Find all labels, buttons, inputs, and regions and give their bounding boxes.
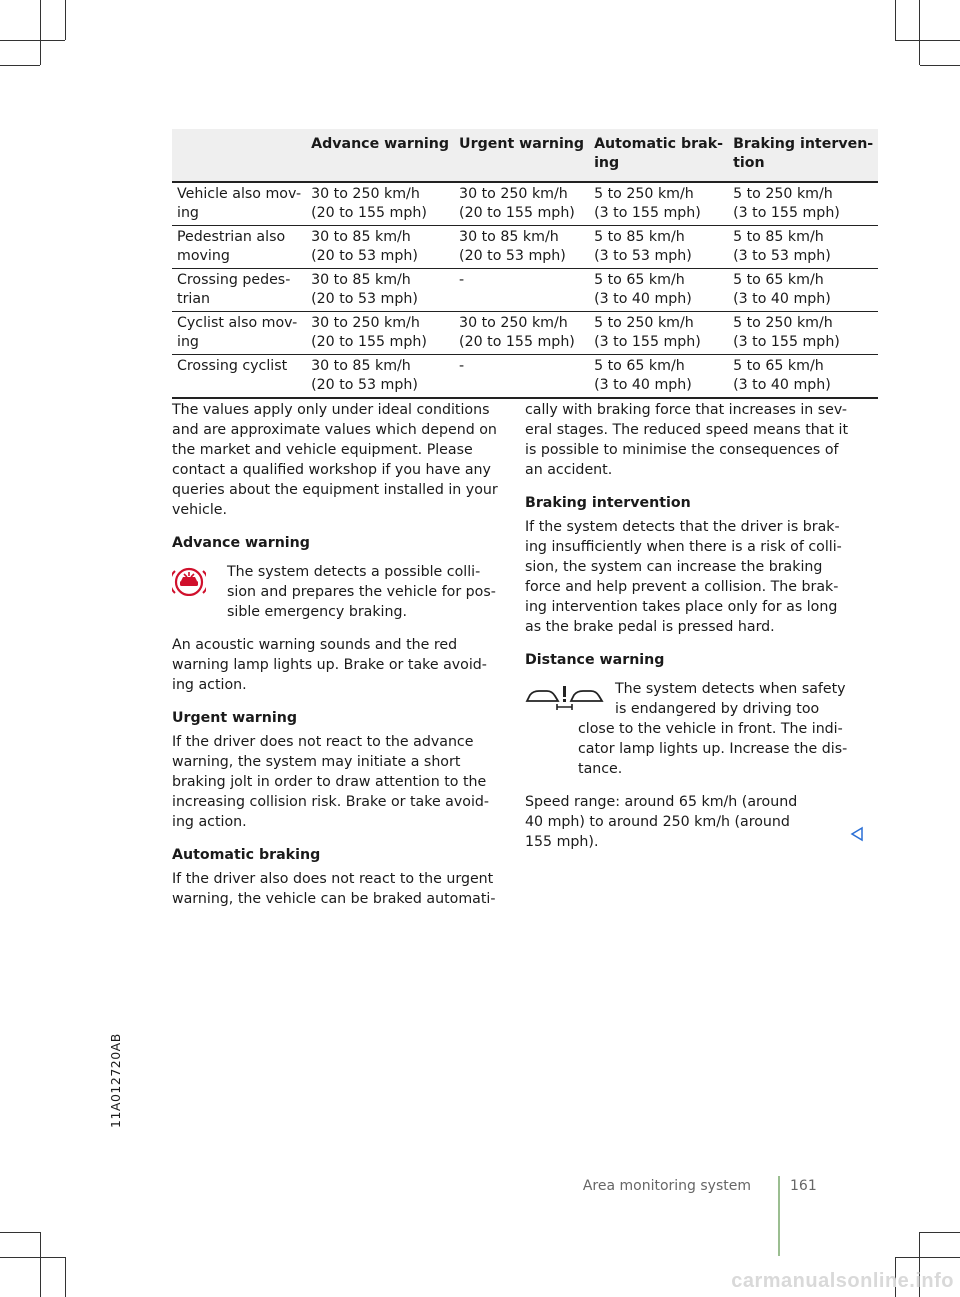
table-cell: 5 to 250 km/h (3 to 155 mph) (589, 312, 728, 355)
advance-warning-icon-text: The system detects a possible colli- sion and prepares the vehicle for pos- sible emergency braking. (227, 564, 496, 620)
crop-mark (40, 0, 41, 65)
table-header-advance: Advance warning (306, 129, 454, 182)
crop-mark (0, 40, 65, 41)
table-cell: 5 to 250 km/h (3 to 155 mph) (728, 312, 878, 355)
table-cell: 30 to 85 km/h (20 to 53 mph) (306, 269, 454, 312)
crop-mark (920, 65, 960, 66)
distance-warning-icon (525, 685, 605, 717)
speed-range-table (172, 129, 878, 399)
table-header-intervention: Braking interven- tion (728, 129, 878, 182)
table-cell: - (454, 355, 589, 399)
table-cell: 5 to 250 km/h (3 to 155 mph) (589, 182, 728, 226)
table-cell: 30 to 85 km/h (20 to 53 mph) (306, 226, 454, 269)
crop-mark (895, 1257, 960, 1258)
crop-mark (0, 1232, 40, 1233)
left-column (172, 400, 498, 922)
table-cell: Crossing pedes- trian (172, 269, 306, 312)
end-of-section-triangle-icon (850, 826, 864, 842)
table-cell: 30 to 250 km/h (20 to 155 mph) (306, 312, 454, 355)
automatic-braking-body: If the driver also does not react to the urgent warning, the vehicle can be braked automati- (172, 871, 496, 907)
braking-intervention-body: If the system detects that the driver is brak- ing insufficiently when there is a risk of colli- sion, the system can increase the braking force and help prevent a collision. The brak- ing intervention takes place only for as long as the brake pedal is pressed hard. (525, 519, 842, 635)
crop-mark (895, 0, 896, 40)
table-row (172, 355, 878, 399)
table-cell: 30 to 250 km/h (20 to 155 mph) (454, 312, 589, 355)
table-cell: 5 to 65 km/h (3 to 40 mph) (589, 269, 728, 312)
table-cell: 30 to 85 km/h (20 to 53 mph) (454, 226, 589, 269)
footer-section-title: Area monitoring system (582, 1178, 751, 1194)
table-cell: 5 to 65 km/h (3 to 40 mph) (728, 355, 878, 399)
page-number: 161 (790, 1178, 817, 1194)
crop-mark (895, 40, 960, 41)
advance-warning-heading: Advance warning (172, 535, 310, 551)
distance-warning-icon-block (525, 679, 847, 779)
right-column (525, 400, 847, 865)
table-cell: 5 to 250 km/h (3 to 155 mph) (728, 182, 878, 226)
table-cell: 5 to 65 km/h (3 to 40 mph) (589, 355, 728, 399)
watermark: carmanualsonline.info (731, 1270, 954, 1292)
crop-mark (919, 0, 920, 65)
table-cell: Crossing cyclist (172, 355, 306, 399)
table-row (172, 182, 878, 226)
crop-mark (0, 1257, 65, 1258)
speed-range-paragraph: Speed range: around 65 km/h (around 40 mph) to around 250 km/h (around 155 mph). (525, 794, 798, 850)
automatic-braking-body-continued: cally with braking force that increases in sev- eral stages. The reduced speed means that it is possible to minimise the consequences of an accident. (525, 402, 849, 478)
braking-intervention-heading: Braking intervention (525, 495, 691, 511)
crop-mark (920, 1232, 960, 1233)
urgent-warning-body: If the driver does not react to the advance warning, the system may initiate a short braking jolt in order to draw attention to the increasing collision risk. Brake or take avoid- ing action. (172, 734, 490, 830)
footer-divider (778, 1176, 780, 1256)
table-cell: 30 to 85 km/h (20 to 53 mph) (306, 355, 454, 399)
table-cell: 5 to 85 km/h (3 to 53 mph) (589, 226, 728, 269)
table-cell: Vehicle also mov- ing (172, 182, 306, 226)
intro-paragraph: The values apply only under ideal conditions and are approximate values which depend on the market and vehicle equipment. Please contact a qualified workshop if you have any queries about the equipment installed in your vehicle. (172, 402, 498, 518)
table-row (172, 269, 878, 312)
collision-warning-icon (172, 566, 206, 602)
table-cell: 30 to 250 km/h (20 to 155 mph) (306, 182, 454, 226)
crop-mark (40, 1232, 41, 1297)
table-header-row (172, 129, 878, 182)
table-cell: - (454, 269, 589, 312)
advance-warning-icon-block (172, 562, 494, 622)
table-cell: 30 to 250 km/h (20 to 155 mph) (454, 182, 589, 226)
document-code: 11A012720AB (108, 1033, 123, 1128)
crop-mark (65, 0, 66, 40)
table-cell: 5 to 65 km/h (3 to 40 mph) (728, 269, 878, 312)
crop-mark (65, 1257, 66, 1297)
table-cell: Cyclist also mov- ing (172, 312, 306, 355)
table-cell: Pedestrian also moving (172, 226, 306, 269)
table-header-automatic: Automatic brak- ing (589, 129, 728, 182)
table-row (172, 226, 878, 269)
distance-warning-heading: Distance warning (525, 652, 665, 668)
table-row (172, 312, 878, 355)
crop-mark (0, 65, 40, 66)
automatic-braking-heading: Automatic braking (172, 847, 321, 863)
distance-warning-icon-text: The system detects when safety is endangered by driving too close to the vehicle in front. The indi- cator lamp lights up. Increase the dis- tance. (578, 681, 848, 777)
table-header-empty (172, 129, 306, 182)
table-header-urgent: Urgent warning (454, 129, 589, 182)
urgent-warning-heading: Urgent warning (172, 710, 298, 726)
advance-warning-body: An acoustic warning sounds and the red warning lamp lights up. Brake or take avoid- ing action. (172, 637, 487, 693)
table-cell: 5 to 85 km/h (3 to 53 mph) (728, 226, 878, 269)
